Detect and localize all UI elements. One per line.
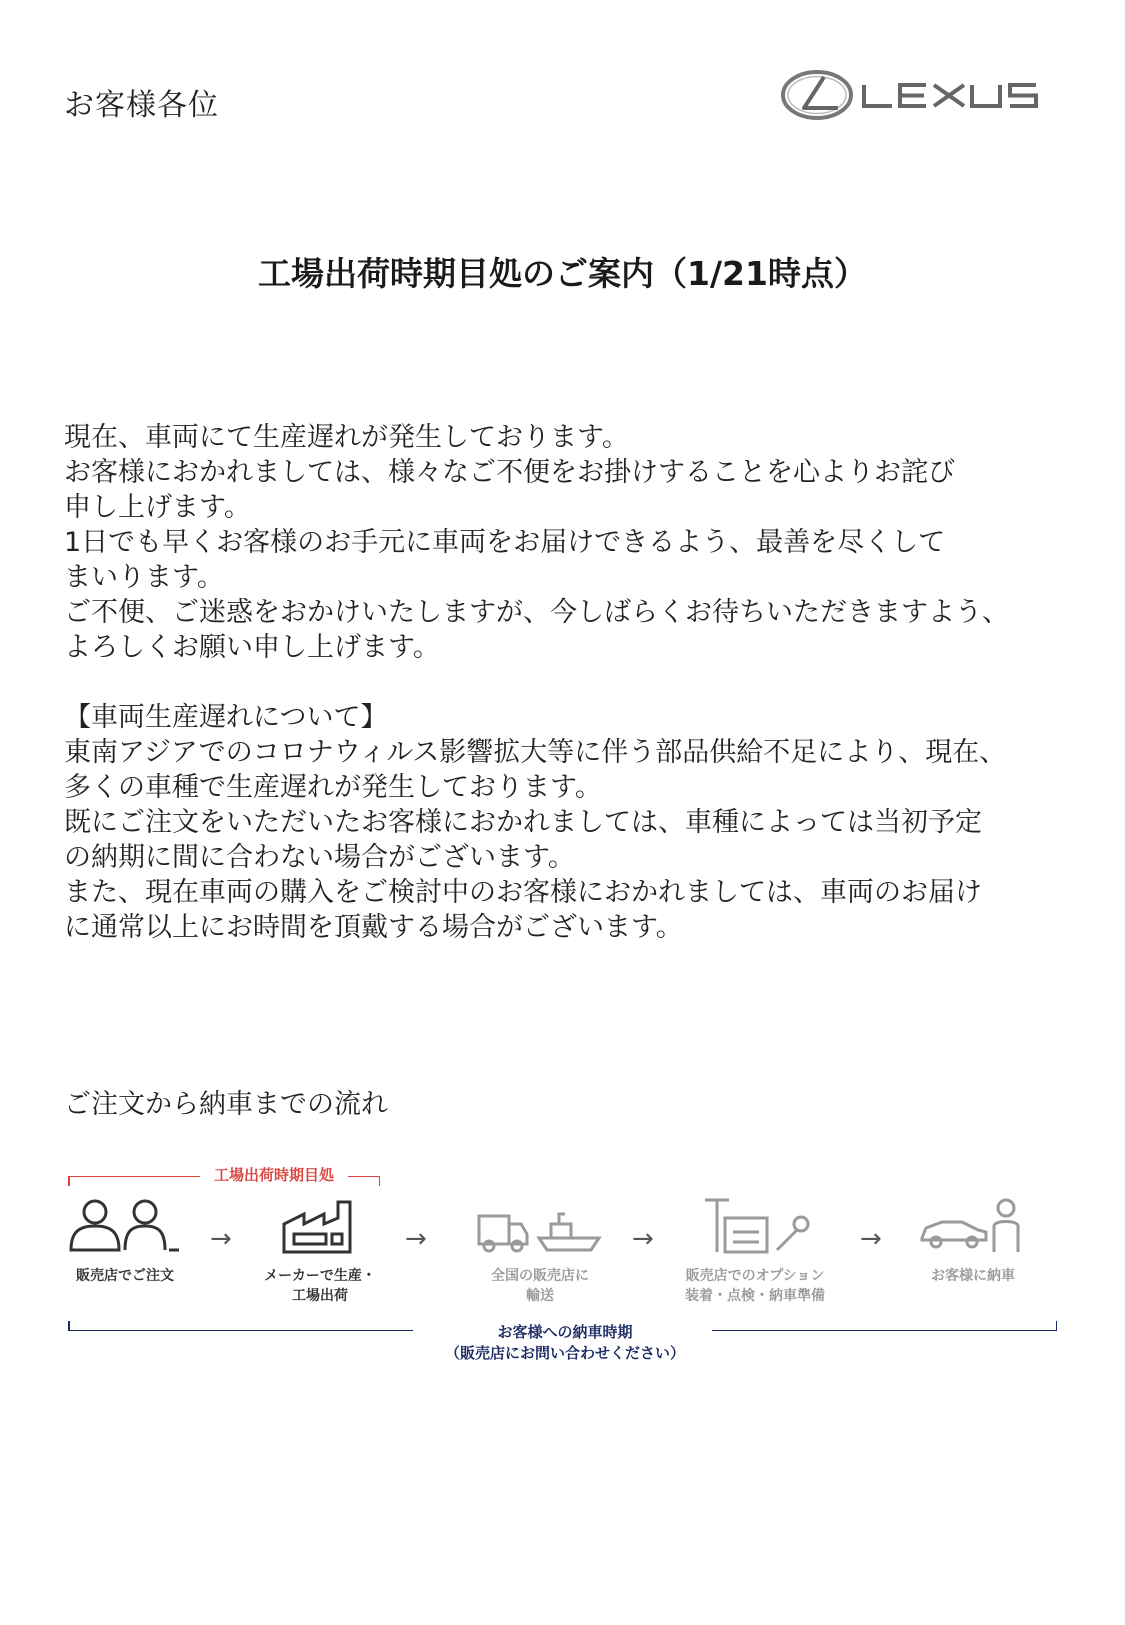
people-icon: [65, 1196, 185, 1256]
body-line: 現在、車両にて生産遅れが発生しております。: [64, 422, 629, 453]
step-transport-dealers: [465, 1196, 615, 1306]
factory-icon: [280, 1196, 360, 1256]
body-line: 既にご注文をいただいたお客様におかれましては、車種によっては当初予定: [64, 807, 982, 838]
step-label: 輸送: [526, 1288, 554, 1304]
delivery-timing-line1: お客様への納車時期: [497, 1323, 633, 1341]
body-line: 東南アジアでのコロナウィルス影響拡大等に伴う部品供給不足により、現在、: [64, 737, 1007, 768]
step-delivery-to-customer: [908, 1196, 1038, 1286]
step-label: 販売店でご注文: [76, 1268, 174, 1284]
step-label: 販売店でのオプション: [685, 1268, 825, 1284]
step-label: お客様に納車: [931, 1268, 1015, 1284]
dealer-wrench-icon: [695, 1196, 815, 1256]
factory-shipment-label: 工場出荷時期目処: [200, 1164, 348, 1185]
step-label: 全国の販売店に: [491, 1268, 589, 1284]
body-line: に通常以上にお時間を頂戴する場合がございます。: [64, 912, 683, 943]
delivery-bracket-right: [712, 1320, 1057, 1331]
body-line: 多くの車種で生産遅れが発生しております。: [64, 772, 602, 803]
step-label: 装着・点検・納車準備: [685, 1288, 825, 1304]
body-line: お客様におかれましては、様々なご不便をお掛けすることを心よりお詫び: [64, 457, 955, 488]
order-to-delivery-flow: [60, 1160, 1070, 1360]
flow-arrow: →: [405, 1224, 427, 1254]
flow-arrow: →: [210, 1224, 232, 1254]
delivery-timing-label: [405, 1322, 725, 1364]
delivery-bracket-left: [68, 1320, 413, 1331]
body-line: 申し上げます。: [64, 492, 251, 523]
notice-body: [64, 420, 1084, 945]
step-label: 工場出荷: [292, 1288, 348, 1304]
body-line: また、現在車両の購入をご検討中のお客様におかれましては、車両のお届け: [64, 877, 982, 908]
car-person-icon: [918, 1196, 1028, 1256]
body-line: まいります。: [64, 562, 224, 593]
page-title: 工場出荷時期目処のご案内（1/21時点）: [258, 254, 867, 293]
salutation: お客様各位: [64, 88, 219, 123]
body-line: ご不便、ご迷惑をおかけいたしますが、今しばらくお待ちいただきますよう、: [64, 597, 1009, 628]
delivery-timing-line2: （販売店にお問い合わせください）: [444, 1344, 685, 1362]
step-manufacture-ship: [255, 1196, 385, 1306]
flow-heading: ご注文から納車までの流れ: [64, 1089, 388, 1120]
step-dealer-preparation: [675, 1196, 835, 1306]
body-line: よろしくお願い申し上げます。: [64, 632, 440, 663]
section-heading: 【車両生産遅れについて】: [64, 702, 388, 733]
body-line: 1日でも早くお客様のお手元に車両をお届けできるよう、最善を尽くして: [64, 527, 946, 558]
step-label: メーカーで生産・: [264, 1268, 376, 1284]
lexus-logo: [780, 68, 1062, 122]
truck-ship-icon: [475, 1196, 605, 1256]
paragraph-gap: [64, 665, 1084, 700]
body-line: の納期に間に合わない場合がございます。: [64, 842, 575, 873]
step-order-at-dealer: [60, 1196, 190, 1286]
flow-arrow: →: [632, 1224, 654, 1254]
flow-arrow: →: [860, 1224, 882, 1254]
